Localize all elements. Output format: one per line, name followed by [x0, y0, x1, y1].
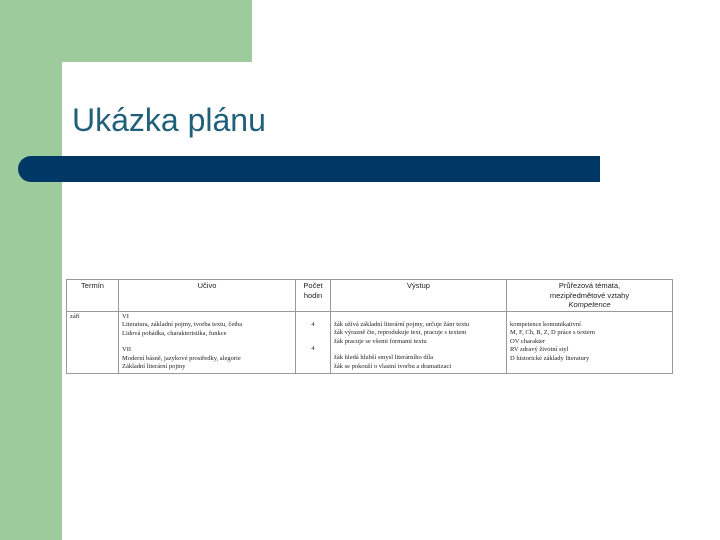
spacer: [334, 313, 503, 321]
decor-green-left: [0, 0, 62, 540]
vystup-line: žák hledá hlubší smysl literárního díla: [334, 354, 434, 362]
header-prurezova-line1: Průřezová témata,: [558, 281, 621, 290]
prurezova-line: D historické základy literatury: [510, 354, 590, 362]
hours-value: 4: [311, 345, 315, 353]
slide-title: Ukázka plánu: [72, 102, 266, 138]
title-underline-bar: [18, 156, 600, 182]
decor-rounded-corner: [62, 62, 84, 84]
header-kompetence: Kompetence: [568, 300, 611, 309]
ucivo-line: VI: [122, 312, 129, 320]
header-prurezova-line2: mezipředmětové vztahy: [549, 290, 630, 300]
vystup-line: žák užívá základní literární pojmy, určuje žánr textu: [334, 320, 470, 328]
prurezova-line: kompetence komunikativní: [510, 320, 581, 328]
spacer: [299, 313, 327, 321]
prurezova-line: RV zdravý životní styl: [510, 346, 569, 354]
cell-termin: září: [67, 311, 119, 374]
cell-prurezova: [507, 311, 673, 374]
table-row: [67, 311, 673, 374]
header-pocet-hodin: Počet hodin: [296, 280, 331, 312]
ucivo-line: Literatura, základní pojmy, tvorba textu, četba: [122, 321, 243, 329]
spacer: [299, 337, 327, 345]
vystup-line: žák pracuje se všemi formami textu: [334, 337, 427, 345]
cell-hours: [296, 311, 331, 374]
ucivo-line: Moderní básně, jazykové prostředky, alegorie: [122, 354, 241, 362]
plan-table: [66, 279, 673, 374]
header-prurezova: [507, 280, 673, 312]
vystup-line: žák se pokouší o vlastní tvorbu a dramatizaci: [334, 362, 452, 370]
spacer: [299, 329, 327, 337]
header-termin: Termín: [67, 280, 119, 312]
prurezova-line: M, F, Ch, B, Z, D práce s textem: [510, 329, 595, 337]
ucivo-line: VII: [122, 346, 132, 354]
prurezova-line: OV charakter: [510, 337, 546, 345]
hours-value: 4: [311, 320, 315, 328]
table-header-row: [67, 280, 673, 312]
spacer: [334, 346, 503, 354]
ucivo-line: Lidová pohádka, charakteristika, funkce: [122, 329, 227, 337]
cell-vystup: [331, 311, 507, 374]
ucivo-line: Základní literární pojmy: [122, 363, 186, 371]
header-ucivo: Učivo: [119, 280, 296, 312]
spacer: [122, 338, 292, 346]
vystup-line: žák výrazně čte, reprodukuje text, pracuje s textem: [334, 329, 467, 337]
cell-ucivo: [119, 311, 296, 374]
spacer: [510, 313, 669, 321]
header-vystup: Výstup: [331, 280, 507, 312]
